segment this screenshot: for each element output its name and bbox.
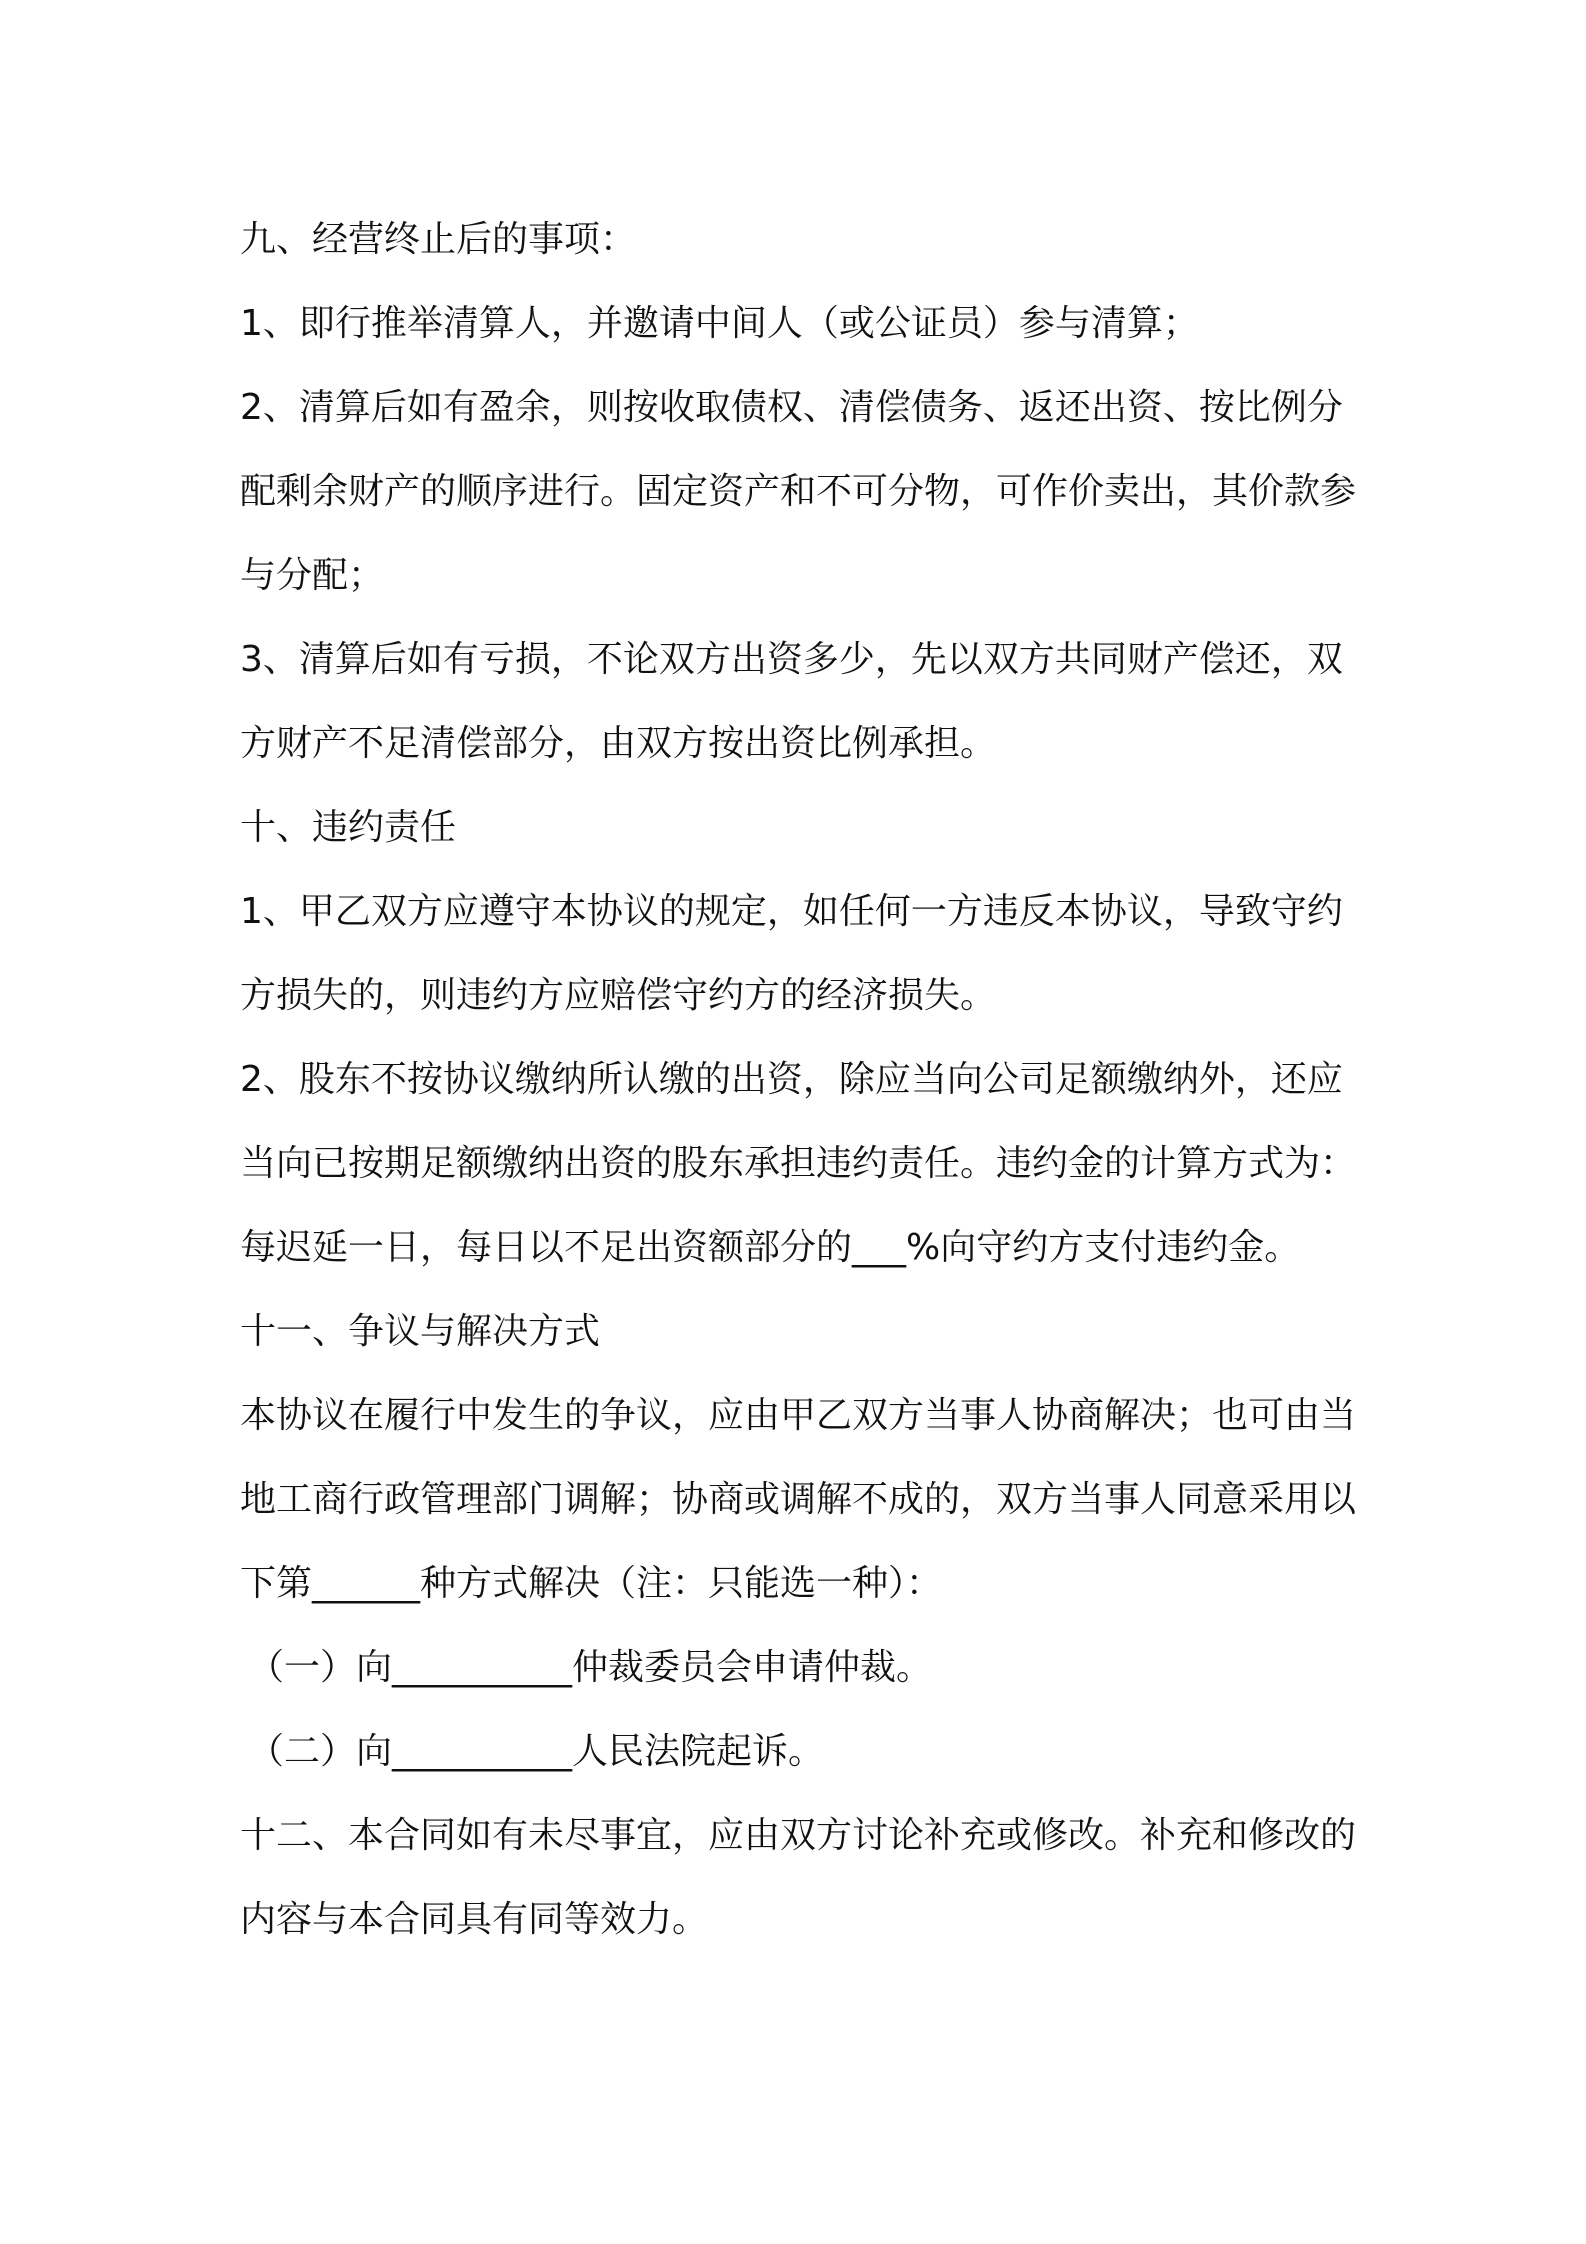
section-11-option-1: （一）向__________仲裁委员会申请仲裁。 [248, 1647, 933, 1688]
section-9-heading: 九、经营终止后的事项： [240, 219, 637, 260]
section-10-item-1: 1、甲乙双方应遵守本协议的规定，如任何一方违反本协议，导致守约方损失的，则违约方应赔偿守约方的经济损失。 [240, 891, 1343, 1016]
section-9-item-3: 3、清算后如有亏损，不论双方出资多少，先以双方共同财产偿还，双方财产不足清偿部分，由双方按出资比例承担。 [240, 639, 1343, 764]
section-12-body: 十二、本合同如有未尽事宜，应由双方讨论补充或修改。补充和修改的内容与本合同具有同等效力。 [240, 1815, 1357, 1940]
section-11-option-2: （二）向__________人民法院起诉。 [248, 1731, 825, 1772]
section-9-item-2: 2、清算后如有盈余，则按收取债权、清偿债务、返还出资、按比例分配剩余财产的顺序进行。固定资产和不可分物，可作价卖出，其价款参与分配； [240, 387, 1357, 596]
section-9-item-1: 1、即行推举清算人，并邀请中间人（或公证员）参与清算； [240, 303, 1199, 344]
section-11-body: 本协议在履行中发生的争议，应由甲乙双方当事人协商解决；也可由当地工商行政管理部门调解；协商或调解不成的，双方当事人同意采用以下第______种方式解决（注：只能选一种）： [240, 1395, 1357, 1604]
section-10-heading: 十、违约责任 [240, 807, 457, 848]
section-11-heading: 十一、争议与解决方式 [240, 1311, 601, 1352]
section-10-item-2: 2、股东不按协议缴纳所认缴的出资，除应当向公司足额缴纳外，还应当向已按期足额缴纳出资的股东承担违约责任。违约金的计算方式为：每迟延一日，每日以不足出资额部分的___%向守约方支付违约金。 [240, 1059, 1357, 1268]
document-body [240, 198, 1360, 1962]
